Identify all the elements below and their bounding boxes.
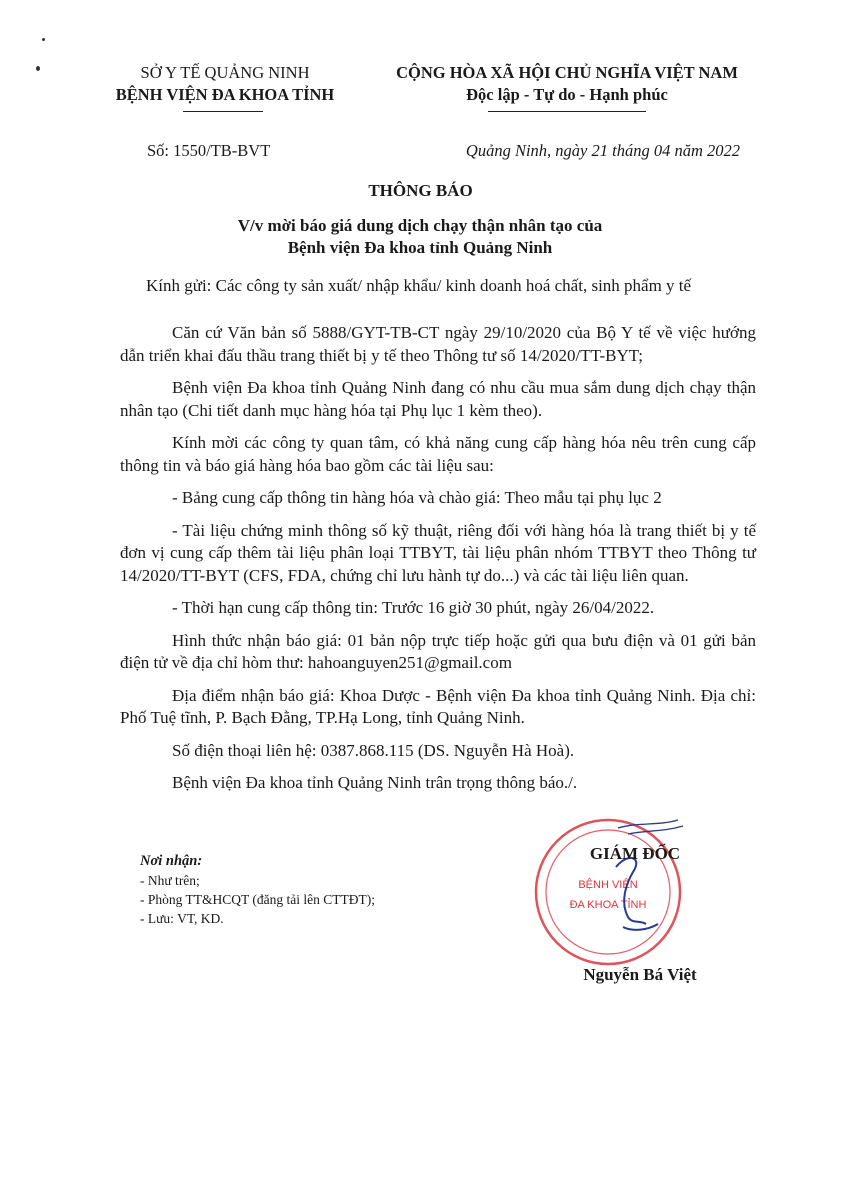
body-paragraph: - Bảng cung cấp thông tin hàng hóa và chào giá: Theo mẫu tại phụ lục 2 [172, 488, 662, 507]
scan-speck [36, 66, 40, 71]
scan-speck [42, 38, 45, 41]
issuer-underline [183, 111, 263, 112]
body-paragraph: Căn cứ Văn bản số 5888/GYT-TB-CT ngày 29/10/2020 của Bộ Y tế về việc hướng dẫn triển khai đấu thầu trang thiết bị y tế theo Thông tư số 14/2020/TT-BYT; [120, 323, 756, 365]
body-paragraph: Kính mời các công ty quan tâm, có khả năng cung cấp hàng hóa nêu trên cung cấp thông tin và báo giá hàng hóa bao gồm các tài liệu sau: [120, 433, 756, 475]
national-name: CỘNG HÒA XÃ HỘI CHỦ NGHĨA VIỆT NAM [396, 63, 738, 82]
motto-underline [488, 111, 646, 112]
national-motto: Độc lập - Tự do - Hạnh phúc [466, 85, 668, 104]
issuer-hospital: BỆNH VIỆN ĐA KHOA TỈNH [115, 85, 335, 104]
national-motto-block [372, 62, 762, 106]
body-paragraph: - Thời hạn cung cấp thông tin: Trước 16 giờ 30 phút, ngày 26/04/2022. [172, 598, 655, 617]
issuer-block [90, 62, 360, 106]
signer-title: GIÁM ĐỐC [589, 844, 681, 863]
body-paragraph: - Tài liệu chứng minh thông số kỹ thuật, riêng đối với hàng hóa là trang thiết bị y tế đơn vị cung cấp thêm tài liệu phân loại TTBYT, tài liệu phân nhóm TTBYT theo Thông tư 14/2020/TT-BYT (CFS, FDA, chứng chỉ lưu hành tự do...) và các tài liệu liên quan. [120, 520, 756, 585]
receiver-item: - Phòng TT&HCQT (đăng tải lên CTTĐT); [140, 892, 375, 907]
document-date: Quảng Ninh, ngày 21 tháng 04 năm 2022 [465, 141, 740, 160]
document-number: Số: 1550/TB-BVT [147, 141, 271, 160]
document-subject [160, 215, 680, 259]
document-title: THÔNG BÁO [368, 181, 473, 200]
body-paragraph: Bệnh viện Đa khoa tỉnh Quảng Ninh đang có nhu cầu mua sắm dung dịch chạy thận nhân tạo (Chi tiết danh mục hàng hóa tại Phụ lục 1 kèm theo). [120, 378, 756, 420]
issuer-department: SỞ Y TẾ QUẢNG NINH [140, 63, 310, 82]
signer-name: Nguyễn Bá Việt [583, 965, 697, 984]
recipient-line: Kính gửi: Các công ty sản xuất/ nhập khẩu/ kinh doanh hoá chất, sinh phẩm y tế [146, 276, 692, 295]
body-paragraph: Hình thức nhận báo giá: 01 bản nộp trực tiếp hoặc gửi qua bưu điện và 01 gửi bản điện tử về địa chỉ hòm thư: hahoanguyen251@gmail.com [120, 630, 756, 672]
signature-scribble [616, 858, 658, 930]
body-paragraph: Số điện thoại liên hệ: 0387.868.115 (DS. Nguyễn Hà Hoà). [172, 740, 575, 760]
receiver-item: - Lưu: VT, KD. [140, 911, 224, 926]
subject-line-1: V/v mời báo giá dung dịch chạy thận nhân tạo của [237, 216, 603, 235]
document-body [120, 322, 756, 805]
receivers-title: Nơi nhận: [140, 853, 203, 869]
stamp-line-1: BỆNH VIỆN [578, 879, 638, 891]
stamp-line-2: ĐA KHOA TỈNH [569, 899, 647, 911]
body-paragraph: Địa điểm nhận báo giá: Khoa Dược - Bệnh viện Đa khoa tỉnh Quảng Ninh. Địa chỉ: Phố Tuệ tĩnh, P. Bạch Đằng, TP.Hạ Long, tỉnh Quảng Ninh. [120, 685, 756, 727]
receiver-item: - Như trên; [140, 873, 200, 888]
body-paragraph: Bệnh viện Đa khoa tỉnh Quảng Ninh trân trọng thông báo./. [172, 773, 578, 792]
receivers-block [140, 852, 375, 928]
subject-line-2: Bệnh viện Đa khoa tỉnh Quảng Ninh [287, 238, 553, 257]
official-stamp [528, 812, 688, 972]
